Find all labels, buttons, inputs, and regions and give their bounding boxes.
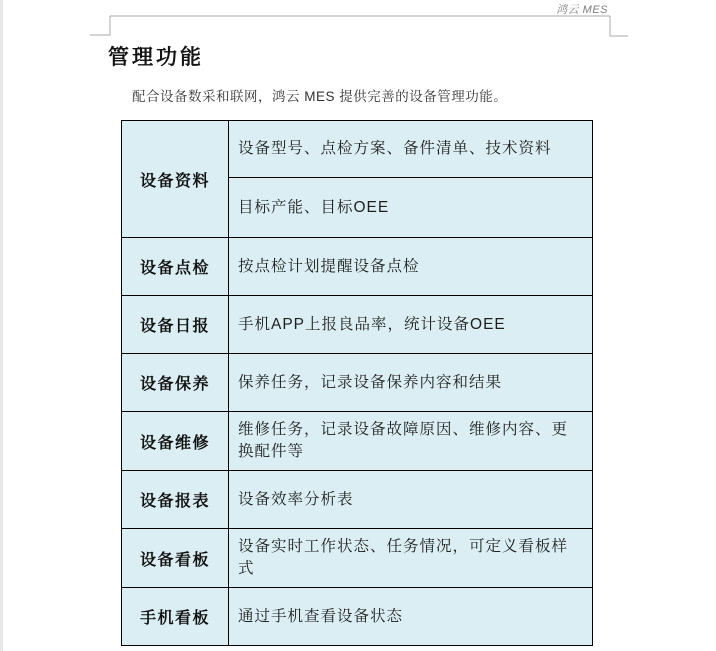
row-label: 设备维修	[122, 412, 229, 471]
table-row	[122, 529, 593, 588]
row-detail: 保养任务，记录设备保养内容和结果	[229, 354, 593, 412]
functions-table	[121, 120, 593, 646]
row-detail: 手机APP上报良品率，统计设备OEE	[229, 296, 593, 354]
table-row	[122, 238, 593, 296]
window-left-edge	[0, 0, 3, 651]
row-label: 设备报表	[122, 471, 229, 529]
table-row	[122, 354, 593, 412]
page-title: 管理功能	[108, 46, 204, 69]
table-row	[122, 296, 593, 354]
table-row	[122, 412, 593, 471]
table-row	[122, 471, 593, 529]
row-detail: 维修任务，记录设备故障原因、维修内容、更换配件等	[229, 412, 593, 471]
row-detail: 设备实时工作状态、任务情况，可定义看板样式	[229, 529, 593, 588]
row-label: 设备日报	[122, 296, 229, 354]
row-detail: 按点检计划提醒设备点检	[229, 238, 593, 296]
table-row	[122, 588, 593, 646]
row-label: 设备保养	[122, 354, 229, 412]
row-label: 设备资料	[122, 121, 229, 238]
intro-paragraph: 配合设备数采和联网，鸿云 MES 提供完善的设备管理功能。	[132, 89, 508, 104]
row-label: 手机看板	[122, 588, 229, 646]
row-detail: 通过手机查看设备状态	[229, 588, 593, 646]
row-detail: 设备型号、点检方案、备件清单、技术资料	[229, 121, 593, 178]
row-label: 设备看板	[122, 529, 229, 588]
table-row	[122, 121, 593, 178]
row-detail: 目标产能、目标OEE	[229, 178, 593, 238]
page-header-text: 鸿云 MES	[556, 4, 608, 16]
row-label: 设备点检	[122, 238, 229, 296]
row-detail: 设备效率分析表	[229, 471, 593, 529]
